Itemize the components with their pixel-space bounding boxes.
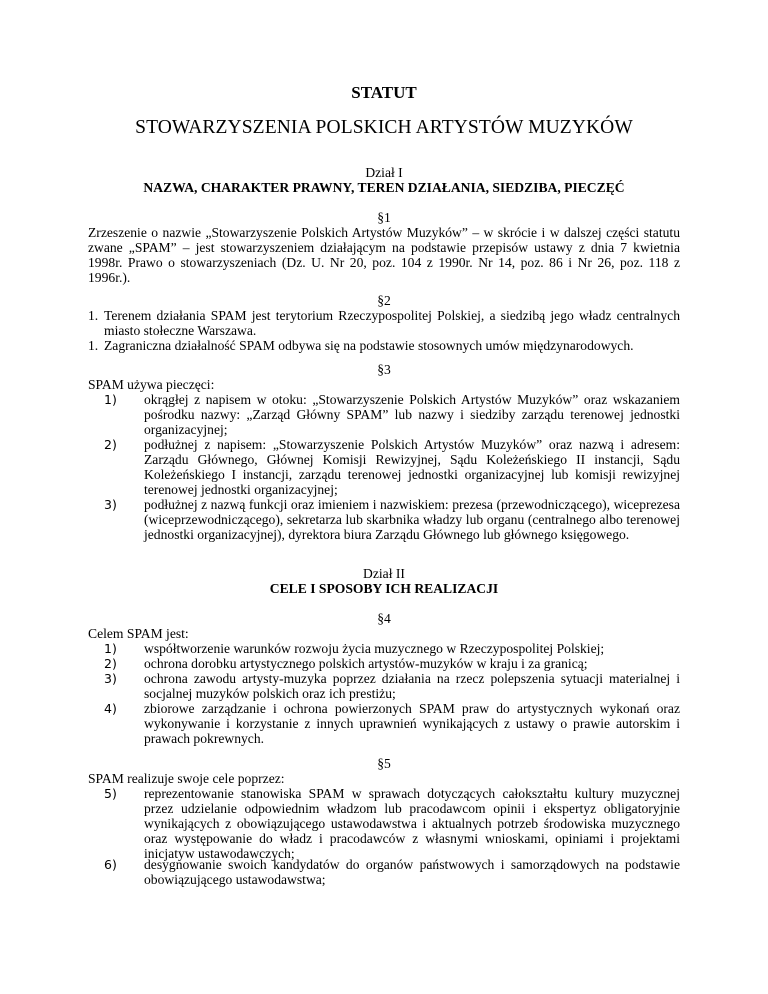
list-item-text: desygnowanie swoich kandydatów do organów państwowych i samorządowych na podstawie obowiązującego ustawodawstwa; bbox=[144, 857, 680, 887]
paragraph-3-intro: SPAM używa pieczęci: bbox=[88, 377, 215, 392]
list-item bbox=[88, 308, 680, 338]
list-item-number: 1) bbox=[104, 641, 117, 656]
list-item bbox=[104, 656, 680, 671]
paragraph-1-text: Zrzeszenie o nazwie „Stowarzyszenie Polskich Artystów Muzyków” – w skrócie i w dalszej części statutu zwane „SPAM” – jest stowarzyszeniem działającym na podstawie przepisów ustawy z dnia 7 kwietnia 1998r. Prawo o stowarzyszeniach (Dz. U. Nr 20, poz. 104 z 1990r. Nr 14, poz. 86 i Nr 26, poz. 118 z 1996r.). bbox=[88, 225, 680, 285]
list-item-number: 1. bbox=[88, 308, 99, 323]
paragraph-1-sign: §1 bbox=[377, 210, 391, 225]
paragraph-2-sign: §2 bbox=[377, 293, 391, 308]
list-item-text: Zagraniczna działalność SPAM odbywa się na podstawie stosownych umów międzynarodowych. bbox=[104, 338, 634, 353]
list-item-number: 2) bbox=[104, 437, 117, 452]
list-item-number: 3) bbox=[104, 671, 117, 686]
list-item bbox=[104, 671, 680, 701]
list-item-number: 1. bbox=[88, 338, 99, 353]
list-item-text: ochrona dorobku artystycznego polskich artystów-muzyków w kraju i za granicą; bbox=[144, 656, 588, 671]
list-item bbox=[104, 392, 680, 437]
list-item-number: 2) bbox=[104, 656, 117, 671]
list-item bbox=[104, 786, 680, 861]
paragraph-5-intro: SPAM realizuje swoje cele poprzez: bbox=[88, 771, 285, 786]
list-item-text: reprezentowanie stanowiska SPAM w sprawach dotyczących całokształtu kultury muzycznej przez udzielanie odpowiednim władzom lub pracodawcom opinii i ekspertyz obligatoryjnie wynikających z obowiązującego ustawodawstwa i aktualnych potrzeb środowiska muzycznego oraz występowanie do władz i pracodawców z własnymi wnioskami, opiniami i projektami inicjatyw ustawodawczych; bbox=[144, 786, 680, 861]
paragraph-3-sign: §3 bbox=[377, 362, 391, 377]
list-item-number: 3) bbox=[104, 497, 117, 512]
list-item bbox=[104, 641, 680, 656]
list-item bbox=[104, 497, 680, 542]
list-item-text: podłużnej z nazwą funkcji oraz imieniem i nazwiskiem: prezesa (przewodniczącego), wiceprezesa (wiceprzewodniczącego), sekretarza lub skarbnika władzy lub organu (centralnego albo terenowej jednostki organizacyjnej), dyrektora biura Zarządu Głównego lub głównego księgowego. bbox=[144, 497, 680, 542]
list-item-number: 1) bbox=[104, 392, 117, 407]
section-2-label: Dział II bbox=[363, 566, 405, 581]
list-item bbox=[104, 857, 680, 887]
list-item bbox=[88, 338, 680, 353]
document-title: STATUT bbox=[351, 83, 417, 102]
list-item-text: Terenem działania SPAM jest terytorium Rzeczypospolitej Polskiej, a siedzibą jego władz centralnych miasto stołeczne Warszawa. bbox=[104, 308, 680, 338]
list-item-number: 5) bbox=[104, 786, 117, 801]
paragraph-5-sign: §5 bbox=[377, 756, 391, 771]
list-item-text: ochrona zawodu artysty-muzyka poprzez działania na rzecz polepszenia sytuacji materialnej i socjalnej muzyków polskich oraz ich prestiżu; bbox=[144, 671, 680, 701]
section-1-heading: NAZWA, CHARAKTER PRAWNY, TEREN DZIAŁANIA, SIEDZIBA, PIECZĘĆ bbox=[143, 180, 625, 195]
list-item bbox=[104, 437, 680, 497]
document-subtitle: STOWARZYSZENIA POLSKICH ARTYSTÓW MUZYKÓW bbox=[135, 117, 633, 138]
section-1-label: Dział I bbox=[365, 165, 403, 180]
paragraph-4-sign: §4 bbox=[377, 611, 391, 626]
list-item bbox=[104, 701, 680, 746]
section-2-heading: CELE I SPOSOBY ICH REALIZACJI bbox=[269, 581, 499, 596]
paragraph-4-intro: Celem SPAM jest: bbox=[88, 626, 189, 641]
list-item-number: 6) bbox=[104, 857, 117, 872]
list-item-number: 4) bbox=[104, 701, 117, 716]
list-item-text: okrągłej z napisem w otoku: „Stowarzyszenie Polskich Artystów Muzyków” oraz wskazaniem pośrodku nazwy: „Zarząd Główny SPAM” lub nazwy i siedziby zarządu terenowej jednostki organizacyjnej; bbox=[144, 392, 680, 437]
list-item-text: zbiorowe zarządzanie i ochrona powierzonych SPAM praw do artystycznych wykonań oraz wykonywanie i korzystanie z innych uprawnień wynikających z ustawy o prawie autorskim i prawach pokrewnych. bbox=[144, 701, 680, 746]
list-item-text: podłużnej z napisem: „Stowarzyszenie Polskich Artystów Muzyków” oraz nazwą i adresem: Zarządu Głównego, Głównej Komisji Rewizyjnej, Sądu Koleżeńskiego II instancji, Sądu Koleżeńskiego I instancji, zarządu terenowej jednostki organizacyjnej lub komisji rewizyjnej terenowej jednostki organizacyjnej; bbox=[144, 437, 680, 497]
list-item-text: współtworzenie warunków rozwoju życia muzycznego w Rzeczypospolitej Polskiej; bbox=[144, 641, 605, 656]
